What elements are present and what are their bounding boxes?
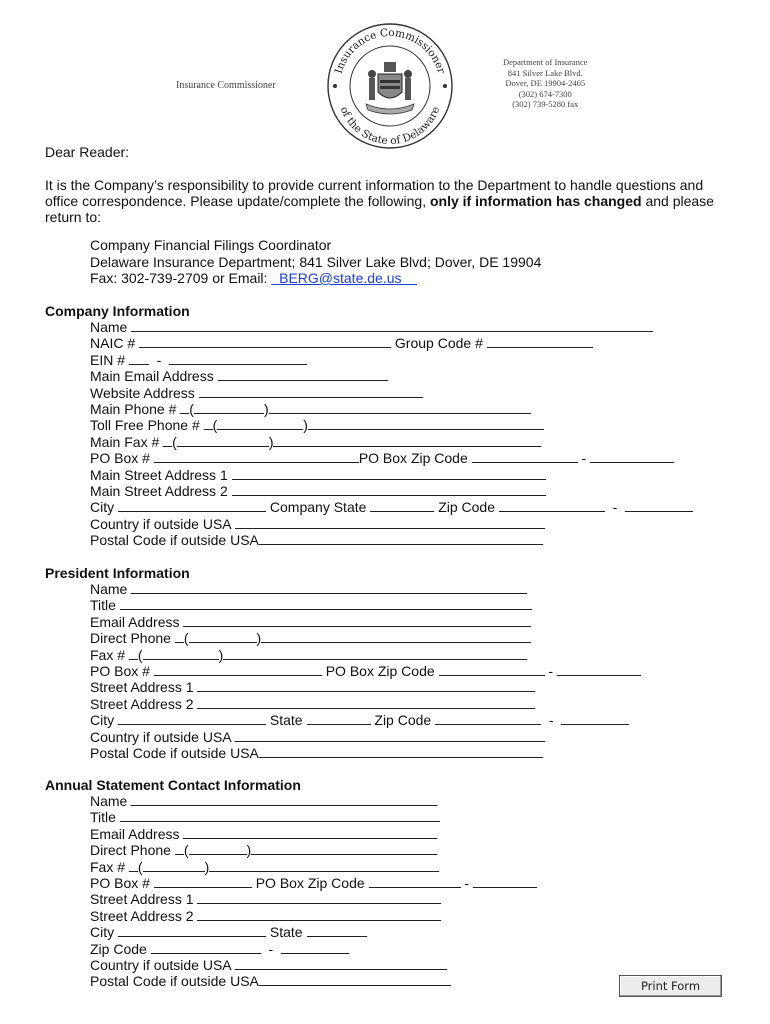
- asc-country-field[interactable]: [235, 957, 447, 970]
- svg-text:Insurance Commissioner: Insurance Commissioner: [332, 26, 448, 75]
- naic-field[interactable]: [139, 335, 391, 348]
- website-field[interactable]: [199, 385, 423, 398]
- asc-email-field[interactable]: [183, 826, 437, 839]
- asc-po-box-field[interactable]: [154, 875, 252, 888]
- asc-street2-field[interactable]: [197, 908, 441, 921]
- print-form-button[interactable]: Print Form: [619, 975, 722, 997]
- city-row: City Company State Zip Code -: [90, 499, 693, 515]
- pres-city-field[interactable]: [118, 712, 266, 725]
- pres-email-row: Email Address: [90, 614, 531, 630]
- asc-country-row: Country if outside USA: [90, 957, 447, 973]
- pres-state-field[interactable]: [307, 712, 371, 725]
- asc-fax-area-field[interactable]: [143, 859, 205, 872]
- asc-street2-row: Street Address 2: [90, 908, 441, 924]
- street1-row: Main Street Address 1: [90, 467, 546, 483]
- street2-row: Main Street Address 2: [90, 483, 546, 499]
- ein-prefix-field[interactable]: [129, 352, 149, 365]
- asc-fax-field[interactable]: [209, 859, 439, 872]
- pres-street2-row: Street Address 2: [90, 696, 535, 712]
- asc-postal-row: Postal Code if outside USA: [90, 973, 451, 989]
- ein-row: EIN # -: [90, 352, 307, 368]
- pres-street1-row: Street Address 1: [90, 679, 535, 695]
- website-row: Website Address: [90, 385, 423, 401]
- fax-email-line: Fax: 302-739-2709 or Email: BERG@state.de.us: [90, 270, 417, 287]
- pres-phone-area-field[interactable]: [189, 630, 257, 643]
- pres-fax-field[interactable]: [223, 647, 527, 660]
- zip-field[interactable]: [499, 499, 605, 512]
- toll-free-field[interactable]: [308, 417, 544, 430]
- asc-city-row: City State: [90, 924, 367, 940]
- pres-title-field[interactable]: [120, 597, 532, 610]
- company-heading: Company Information: [45, 303, 190, 319]
- postal-row: Postal Code if outside USA: [90, 532, 543, 548]
- main-fax-field[interactable]: [273, 434, 541, 447]
- asc-postal-field[interactable]: [259, 973, 451, 986]
- asc-street1-row: Street Address 1: [90, 891, 441, 907]
- asc-title-field[interactable]: [120, 809, 440, 822]
- pres-phone-field[interactable]: [261, 630, 531, 643]
- company-name-row: Name: [90, 319, 653, 335]
- country-row: Country if outside USA: [90, 516, 545, 532]
- ein-suffix-field[interactable]: [169, 352, 307, 365]
- state-field[interactable]: [370, 499, 434, 512]
- pres-postal-field[interactable]: [259, 745, 543, 758]
- po-box-row: PO Box # PO Box Zip Code -: [90, 450, 674, 466]
- zip-ext-field[interactable]: [625, 499, 693, 512]
- asc-phone-row: Direct Phone ( ): [90, 842, 437, 858]
- asc-po-box-zip-ext-field[interactable]: [473, 875, 537, 888]
- pres-city-row: City State Zip Code -: [90, 712, 629, 728]
- pres-email-field[interactable]: [183, 614, 531, 627]
- pres-zip-field[interactable]: [435, 712, 541, 725]
- pres-street2-field[interactable]: [197, 696, 535, 709]
- asc-title-row: Title: [90, 809, 440, 825]
- intro-line-3: return to:: [45, 209, 102, 225]
- return-to-address: Delaware Insurance Department; 841 Silver Lake Blvd; Dover, DE 19904: [90, 254, 542, 270]
- pres-name-row: Name: [90, 581, 527, 597]
- pres-fax-area-field[interactable]: [143, 647, 219, 660]
- asc-name-row: Name: [90, 793, 437, 809]
- asc-name-field[interactable]: [131, 793, 437, 806]
- return-to-name: Company Financial Filings Coordinator: [90, 237, 332, 253]
- asc-po-box-row: PO Box # PO Box Zip Code -: [90, 875, 537, 891]
- main-phone-field[interactable]: [269, 401, 531, 414]
- pres-po-box-zip-ext-field[interactable]: [557, 663, 641, 676]
- asc-phone-area-field[interactable]: [189, 842, 247, 855]
- street2-field[interactable]: [232, 483, 546, 496]
- pres-name-field[interactable]: [131, 581, 527, 594]
- asc-phone-field[interactable]: [251, 842, 437, 855]
- main-phone-area-field[interactable]: [194, 401, 264, 414]
- po-box-zip-field[interactable]: [472, 450, 578, 463]
- asc-zip-ext-field[interactable]: [281, 941, 349, 954]
- postal-field[interactable]: [259, 532, 543, 545]
- pres-country-field[interactable]: [235, 729, 545, 742]
- asc-zip-row: Zip Code -: [90, 941, 349, 957]
- delaware-seal-logo: [326, 22, 454, 150]
- main-fax-area-field[interactable]: [177, 434, 269, 447]
- pres-street1-field[interactable]: [197, 679, 535, 692]
- main-email-field[interactable]: [218, 368, 388, 381]
- asc-zip-field[interactable]: [151, 941, 261, 954]
- pres-title-row: Title: [90, 597, 532, 613]
- asc-po-box-zip-field[interactable]: [369, 875, 461, 888]
- main-fax-row: Main Fax # ( ): [90, 434, 541, 450]
- street1-field[interactable]: [232, 467, 546, 480]
- country-field[interactable]: [235, 516, 545, 529]
- po-box-zip-ext-field[interactable]: [590, 450, 674, 463]
- president-heading: President Information: [45, 565, 190, 581]
- company-name-field[interactable]: [131, 319, 653, 332]
- pres-po-box-row: PO Box # PO Box Zip Code -: [90, 663, 641, 679]
- toll-free-row: Toll Free Phone # ( ): [90, 417, 544, 433]
- pres-zip-ext-field[interactable]: [561, 712, 629, 725]
- pres-po-box-zip-field[interactable]: [439, 663, 545, 676]
- po-box-field[interactable]: [154, 450, 359, 463]
- pres-country-row: Country if outside USA: [90, 729, 545, 745]
- svg-text:of the State of Delaware: of the State of Delaware: [337, 105, 443, 148]
- salutation: Dear Reader:: [45, 144, 130, 160]
- pres-postal-row: Postal Code if outside USA: [90, 745, 543, 761]
- main-phone-row: Main Phone # ( ): [90, 401, 531, 417]
- asc-state-field[interactable]: [307, 924, 367, 937]
- asc-fax-row: Fax # ( ): [90, 859, 439, 875]
- main-email-row: Main Email Address: [90, 368, 388, 384]
- asc-city-field[interactable]: [118, 924, 266, 937]
- intro-line-1: It is the Company’s responsibility to provide current information to the Department to handle questions and: [45, 177, 704, 193]
- annual-heading: Annual Statement Contact Information: [45, 777, 301, 793]
- asc-email-row: Email Address: [90, 826, 437, 842]
- group-code-field[interactable]: [487, 335, 593, 348]
- toll-free-area-field[interactable]: [217, 417, 303, 430]
- pres-po-box-field[interactable]: [154, 663, 322, 676]
- intro-line-2: office correspondence. Please update/complete the following, only if information has changed and please: [45, 193, 714, 209]
- city-field[interactable]: [118, 499, 266, 512]
- pres-fax-row: Fax # ( ): [90, 647, 527, 663]
- department-address: Department of Insurance 841 Silver Lake Blvd. Dover, DE 19904-2465 (302) 674-7300 (302) 739-5280 fax: [503, 57, 588, 109]
- naic-row: NAIC # Group Code #: [90, 335, 593, 351]
- email-link[interactable]: BERG@state.de.us: [279, 270, 402, 286]
- commissioner-title: Insurance Commissioner: [176, 80, 276, 91]
- pres-phone-row: Direct Phone ( ): [90, 630, 531, 646]
- asc-street1-field[interactable]: [197, 891, 441, 904]
